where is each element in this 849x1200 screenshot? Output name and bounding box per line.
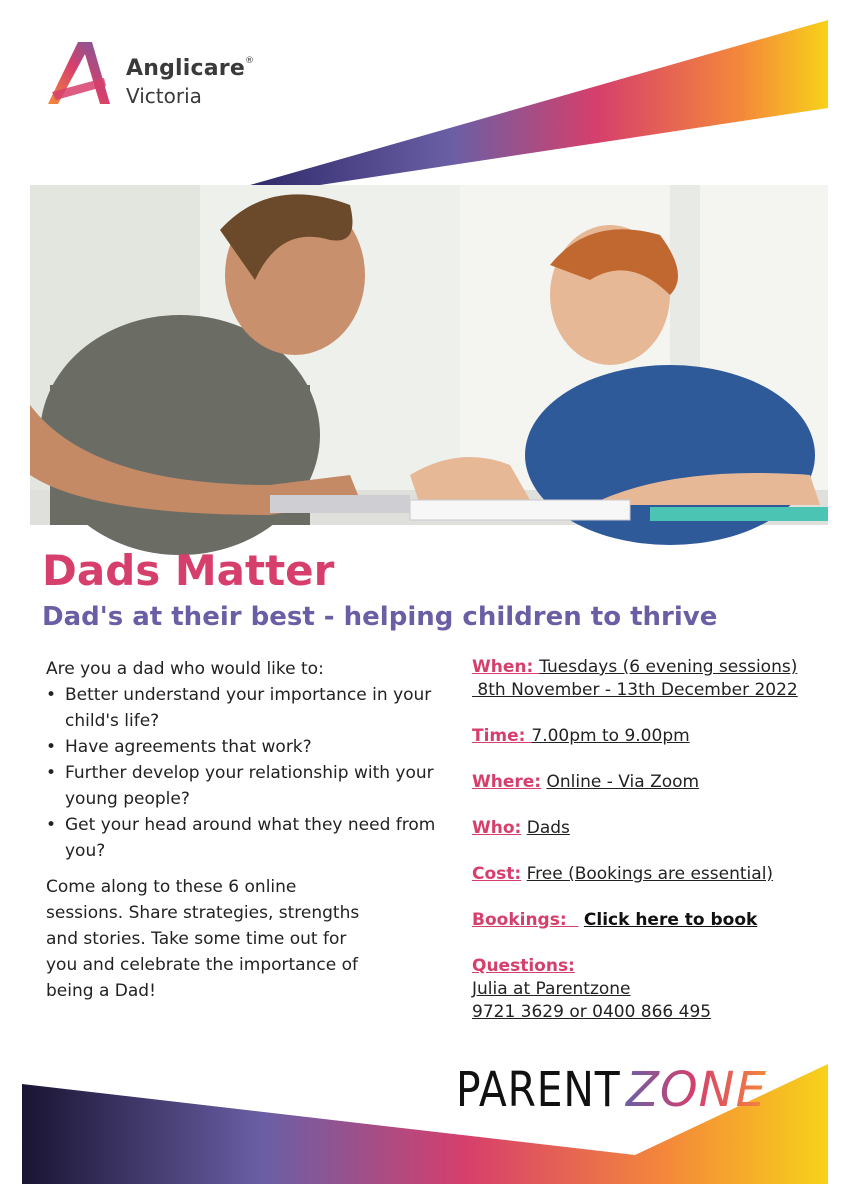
invite-paragraph: Come along to these 6 online sessions. Share strategies, strengths and stories. Take some time out for you and celebrate the importance of being a Dad! [46, 877, 360, 1001]
when-label: When: [472, 657, 540, 677]
list-item: • Get your head around what they need from you? [65, 812, 436, 864]
questions-label: Questions: [472, 956, 575, 976]
who-block [472, 817, 842, 840]
left-column [46, 656, 436, 1004]
contact-phone[interactable]: 9721 3629 or 0400 866 495 [472, 1002, 712, 1022]
cost-value: Free (Bookings are essential) [526, 864, 774, 884]
list-item: • Further develop your relationship with your young people? [65, 760, 436, 812]
where-value: Online - Via Zoom [546, 772, 700, 792]
bookings-block [472, 909, 842, 932]
logo-name-line2: Victoria [126, 84, 202, 108]
parentzone-part1: PARENT [456, 1062, 621, 1118]
parentzone-logo[interactable] [456, 1062, 767, 1118]
when-block [472, 656, 842, 702]
page-title: Dads Matter [42, 546, 335, 595]
time-value: 7.00pm to 9.00pm [531, 726, 690, 746]
logo-name-line1: Anglicare® [126, 56, 255, 81]
anglicare-logo[interactable] [42, 34, 272, 114]
time-block [472, 725, 842, 748]
cost-label: Cost: [472, 864, 522, 884]
questions-block [472, 955, 842, 1024]
when-value: Tuesdays (6 evening sessions) [539, 657, 798, 677]
parentzone-part2-svg [624, 1062, 767, 1118]
photo-dad-and-son-icon [30, 185, 828, 525]
contact-name: Julia at Parentzone [472, 979, 631, 999]
where-block [472, 771, 842, 794]
who-value: Dads [526, 818, 570, 838]
benefits-list [46, 682, 436, 864]
hero-photo [30, 185, 828, 525]
anglicare-a-icon [42, 34, 122, 114]
page-subtitle: Dad's at their best - helping children to thrive [42, 602, 718, 632]
when-dates: 8th November - 13th December 2022 [472, 680, 798, 700]
bookings-label: Bookings: [472, 910, 579, 930]
right-column [472, 656, 842, 1047]
cost-block [472, 863, 842, 886]
book-link[interactable]: Click here to book [583, 910, 758, 930]
intro-question: Are you a dad who would like to: [46, 659, 324, 679]
list-item: • Better understand your importance in your child's life? [65, 682, 436, 734]
who-label: Who: [472, 818, 522, 838]
list-item: • Have agreements that work? [65, 734, 436, 760]
time-label: Time: [472, 726, 532, 746]
where-label: Where: [472, 772, 542, 792]
parentzone-part2: ZONE [625, 1062, 767, 1118]
